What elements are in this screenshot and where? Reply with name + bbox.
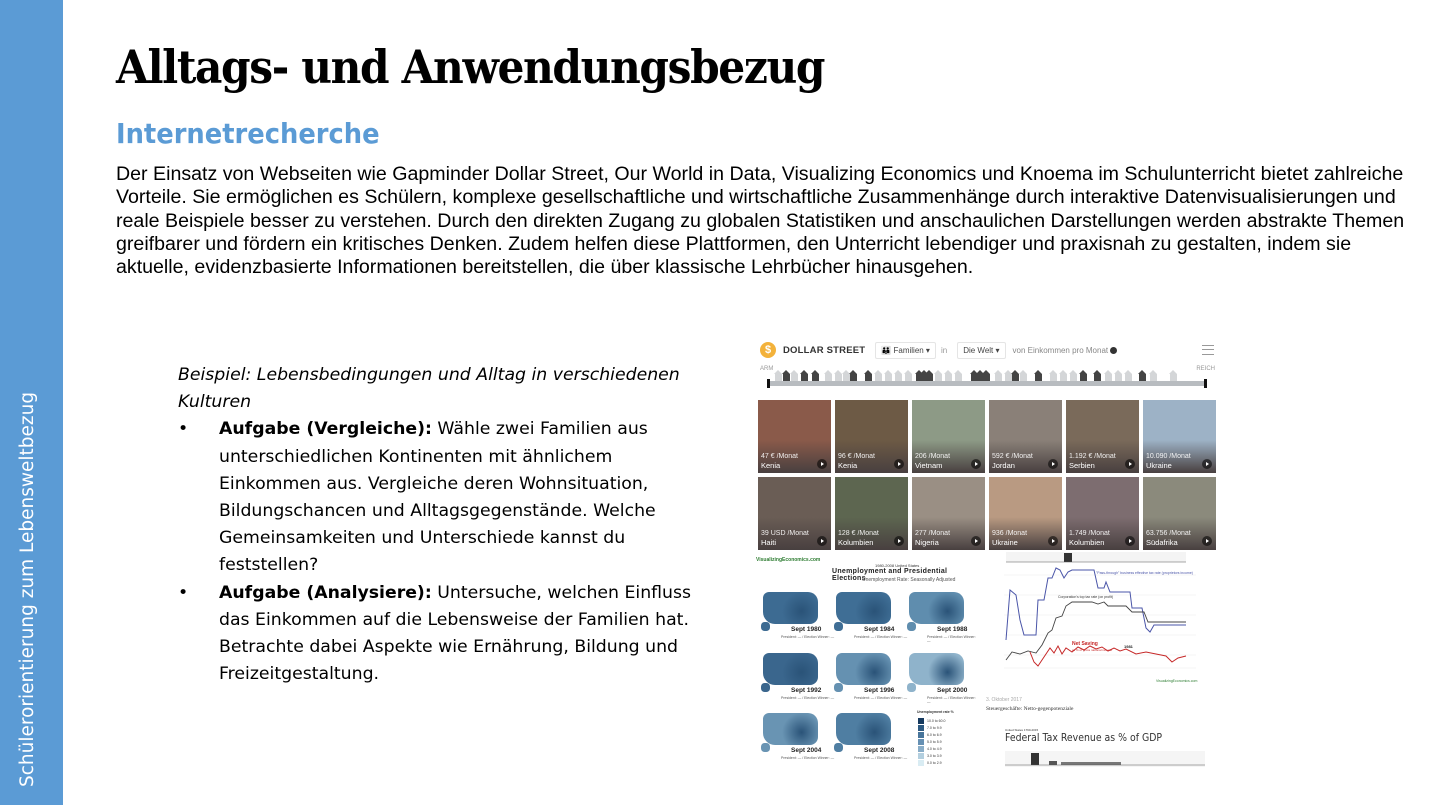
house-marker (1094, 374, 1101, 381)
house-marker (783, 374, 790, 381)
income-label (1013, 346, 1118, 355)
alaska-shape (761, 743, 770, 752)
card-country: Haiti (761, 538, 777, 547)
dollar-coin-icon: $ (760, 342, 776, 358)
card-country: Ukraine (1146, 461, 1172, 470)
us-map (909, 653, 964, 685)
house-marker (775, 374, 782, 381)
legend-swatch (918, 760, 924, 766)
doc-line: Steuergeschäfte: Netto-gegenpotenziale (986, 706, 1074, 712)
alaska-shape (907, 622, 916, 631)
info-icon (1110, 347, 1117, 354)
map-caption: President: — / Election Winner: — (854, 635, 908, 639)
family-card[interactable] (912, 477, 985, 550)
legend-swatch (918, 725, 924, 731)
families-filter: 👪 Familien ▾ (875, 342, 936, 359)
passthrough-label: "Pass-through" business effective tax rate (proprietors income) (1096, 571, 1193, 575)
map-year-label: Sept 1992 (791, 687, 822, 694)
doc-date: 3. Oktober 2017 (986, 697, 1022, 703)
map-year-label: Sept 1984 (864, 626, 895, 633)
card-income: 277 /Monat (915, 530, 951, 537)
map-title: Unemployment and Presidential Elections (832, 568, 948, 582)
card-country: Vietnam (915, 461, 943, 470)
example-heading: Beispiel: Lebensbedingungen und Alltag in verschiedenen Kulturen (178, 365, 680, 413)
play-icon[interactable] (1048, 459, 1058, 469)
sidebar-label: Schülerorientierung zum Lebensweltbezug (17, 391, 38, 787)
doc-bar (1061, 762, 1121, 765)
house-marker (885, 374, 892, 381)
map-year-label: Sept 2008 (864, 747, 895, 754)
map-caption: President: — / Election Winner: — (854, 756, 908, 760)
map-caption: President: — / Election Winner: — (927, 635, 976, 643)
hamburger-menu-icon (1202, 345, 1214, 355)
house-marker (1005, 374, 1012, 381)
alaska-shape (834, 622, 843, 631)
house-marker (801, 374, 808, 381)
map-year-label: Sept 2000 (937, 687, 968, 694)
year-annotation: 1981 (1124, 644, 1133, 649)
house-marker (1060, 374, 1067, 381)
legend-title: Unemployment rate % (917, 710, 954, 714)
map-caption: President: — / Election Winner: — (927, 696, 976, 704)
house-marker (1125, 374, 1132, 381)
family-card[interactable] (989, 400, 1062, 473)
play-icon[interactable] (1125, 459, 1135, 469)
house-marker (850, 374, 857, 381)
house-marker (1035, 374, 1042, 381)
us-map (763, 592, 818, 624)
corporate-label: Corporation's top tax rate (on profit) (1058, 595, 1114, 599)
play-icon[interactable] (817, 536, 827, 546)
house-marker (1012, 374, 1019, 381)
card-income: 63.756 /Monat (1146, 530, 1191, 537)
intro-paragraph: Der Einsatz von Webseiten wie Gapminder Dollar Street, Our World in Data, Visualizing Economics und Knoema im Schulunterricht bietet zahlreiche Vorteile. Sie ermöglichen es Schülern, komplexe gesellschaftliche und wirtschaftliche Zusammenhänge durch interaktive Datenvisualisierungen und reale Beispiele besser zu verstehen. Durch den direkten Zugang zu globalen Statistiken und anschaulichen Darstellungen werden abstrakte Themen greifbarer und fördern ein kritisches Denken. Zudem helfen diese Plattformen, den Unterricht lebendiger und praxisnah zu gestalten, indem sie aktuelle, evidenzbasierte Informationen bereitstellen, die über klassische Lehrbücher hinausgehen. (116, 163, 1405, 279)
play-icon[interactable] (1125, 536, 1135, 546)
section-subtitle: Internetrecherche (116, 117, 380, 150)
tax-rate-chart (986, 550, 1211, 690)
card-country: Südafrika (1146, 538, 1178, 547)
play-icon[interactable] (894, 459, 904, 469)
map-year-label: Sept 2004 (791, 747, 822, 754)
house-marker (812, 374, 819, 381)
legend-swatch (918, 739, 924, 745)
card-income: 39 USD /Monat (761, 530, 809, 537)
alaska-shape (907, 683, 916, 692)
family-card[interactable] (758, 477, 831, 550)
card-income: 592 € /Monat (992, 453, 1033, 460)
house-marker (945, 374, 952, 381)
mini-chart (1006, 552, 1186, 562)
us-map (836, 592, 891, 624)
map-subtitle: Unemployment Rate: Seasonally Adjusted (862, 577, 956, 583)
house-marker (905, 374, 912, 381)
house-marker (983, 374, 990, 381)
house-marker (1105, 374, 1112, 381)
doc-chart-subtitle: United States 1790-2015 (1005, 728, 1039, 732)
dollar-street-brand: DOLLAR STREET (783, 344, 866, 356)
map-year-label: Sept 1996 (864, 687, 895, 694)
map-year-label: Sept 1988 (937, 626, 968, 633)
family-cards-grid (758, 400, 1218, 550)
play-icon[interactable] (971, 459, 981, 469)
doc-bar (1031, 753, 1039, 765)
task-label: Aufgabe (Analysiere): (219, 582, 432, 603)
house-marker (1150, 374, 1157, 381)
card-country: Jordan (992, 461, 1015, 470)
example-block (178, 362, 718, 688)
family-card[interactable] (1066, 400, 1139, 473)
map-year-label: Sept 1980 (791, 626, 822, 633)
card-country: Kenia (838, 461, 858, 470)
income-label-text: von Einkommen pro Monat (1012, 345, 1109, 355)
house-marker (1080, 374, 1087, 381)
unemployment-map-figure (755, 556, 980, 768)
legend-label: 3.0 to 3.9 (927, 754, 942, 758)
map-title-small: 1980-2008 United States (875, 563, 920, 568)
family-card[interactable] (835, 477, 908, 550)
legend-label: 5.0 to 5.9 (927, 740, 942, 744)
house-marker (895, 374, 902, 381)
house-marker (875, 374, 882, 381)
legend-swatch (918, 732, 924, 738)
us-map (836, 713, 891, 745)
task-label: Aufgabe (Vergleiche): (219, 419, 432, 440)
play-icon[interactable] (971, 536, 981, 546)
card-income: 128 € /Monat (838, 530, 879, 537)
alaska-shape (761, 622, 770, 631)
house-marker (926, 374, 933, 381)
us-map (763, 653, 818, 685)
play-icon[interactable] (1202, 536, 1212, 546)
house-marker (865, 374, 872, 381)
task-item (178, 416, 718, 579)
doc-chart-title: Federal Tax Revenue as % of GDP (1005, 731, 1163, 744)
us-map (836, 653, 891, 685)
house-marker (995, 374, 1002, 381)
house-marker (935, 374, 942, 381)
family-card[interactable] (912, 400, 985, 473)
task-text: Wähle zwei Familien aus unterschiedlichen Kontinenten mit ähnlichem Einkommen aus. Vergleiche deren Wohnsituation, Bildungschancen und Alltagsgegenstände. Welche Gemeinsamkeiten und Unterschiede kannst du feststellen? (219, 419, 656, 576)
map-brand: VisualizingEconomics.com (756, 557, 821, 563)
card-income: 1.749 /Monat (1069, 530, 1110, 537)
card-income: 47 € /Monat (761, 453, 798, 460)
house-marker (1020, 374, 1027, 381)
play-icon[interactable] (817, 459, 827, 469)
page-title: Alltags- und Anwendungsbezug (116, 40, 825, 94)
federal-tax-snippet (986, 693, 1211, 768)
card-income: 206 /Monat (915, 453, 951, 460)
doc-bar (1049, 761, 1057, 765)
family-card[interactable] (1143, 477, 1216, 550)
legend-swatch (918, 746, 924, 752)
house-marker (1170, 374, 1177, 381)
family-card[interactable] (1143, 400, 1216, 473)
map-caption: President: — / Election Winner: — (854, 696, 908, 700)
house-marker (1139, 374, 1146, 381)
screenshot-collage (755, 336, 1220, 768)
play-icon[interactable] (894, 536, 904, 546)
card-country: Serbien (1069, 461, 1095, 470)
legend-swatch (918, 753, 924, 759)
alaska-shape (834, 743, 843, 752)
bullet: • (178, 419, 189, 440)
net-saving-sublabel: as % of gross national income (1072, 648, 1113, 652)
house-marker (955, 374, 962, 381)
family-card[interactable] (758, 400, 831, 473)
track-handle-left (767, 379, 770, 388)
house-marker (825, 374, 832, 381)
bullet: • (178, 582, 189, 603)
map-caption: President: — / Election Winner: — (781, 696, 835, 700)
map-caption: President: — / Election Winner: — (781, 635, 835, 639)
house-marker (1070, 374, 1077, 381)
card-country: Kenia (761, 461, 781, 470)
family-card[interactable] (835, 400, 908, 473)
house-marker (843, 374, 850, 381)
card-income: 1.192 € /Monat (1069, 453, 1116, 460)
alaska-shape (834, 683, 843, 692)
family-card[interactable] (1066, 477, 1139, 550)
card-country: Kolumbien (1069, 538, 1105, 547)
tax-rate-figure (986, 550, 1211, 690)
family-card[interactable] (989, 477, 1062, 550)
scale-right-label: REICH (1196, 366, 1215, 372)
legend-label: 0.0 to 2.9 (927, 761, 942, 765)
us-map (763, 713, 818, 745)
play-icon[interactable] (1048, 536, 1058, 546)
card-income: 10.090 /Monat (1146, 453, 1191, 460)
legend-swatch (918, 718, 924, 724)
house-marker (1115, 374, 1122, 381)
play-icon[interactable] (1202, 459, 1212, 469)
net-saving-label: Net Saving (1072, 641, 1098, 647)
us-map (909, 592, 964, 624)
task-item (178, 580, 718, 689)
alaska-shape (761, 683, 770, 692)
legend-label: 6.0 to 6.9 (927, 733, 942, 737)
card-country: Nigeria (915, 538, 939, 547)
scale-left-label: ARM (760, 366, 774, 372)
card-income: 936 /Monat (992, 530, 1028, 537)
in-label: in (940, 345, 948, 355)
card-income: 96 € /Monat (838, 453, 875, 460)
legend-label: 4.0 to 4.9 (927, 747, 942, 751)
legend-label: 10.0 to 60.0 (927, 719, 946, 723)
mini-chart-bar (1064, 553, 1072, 562)
track-handle-right (1204, 379, 1207, 388)
card-country: Kolumbien (838, 538, 874, 547)
house-marker (1050, 374, 1057, 381)
sidebar-band (0, 0, 63, 805)
task-text: Untersuche, welchen Einfluss das Einkommen auf die Lebensweise der Familien hat. Betrachte dabei Aspekte wie Ernährung, Bildung und Freizeitgestaltung. (219, 582, 692, 685)
house-marker (791, 374, 798, 381)
house-marker (835, 374, 842, 381)
card-country: Ukraine (992, 538, 1018, 547)
legend-label: 7.0 to 9.9 (927, 726, 942, 730)
tax-brand: VisualizingEconomics.com (1156, 679, 1198, 683)
region-filter: Die Welt ▾ (957, 342, 1005, 359)
dollar-street-header (755, 336, 1220, 364)
map-caption: President: — / Election Winner: — (781, 756, 835, 760)
income-track (768, 381, 1206, 386)
doc-bar-chart (1005, 751, 1205, 767)
